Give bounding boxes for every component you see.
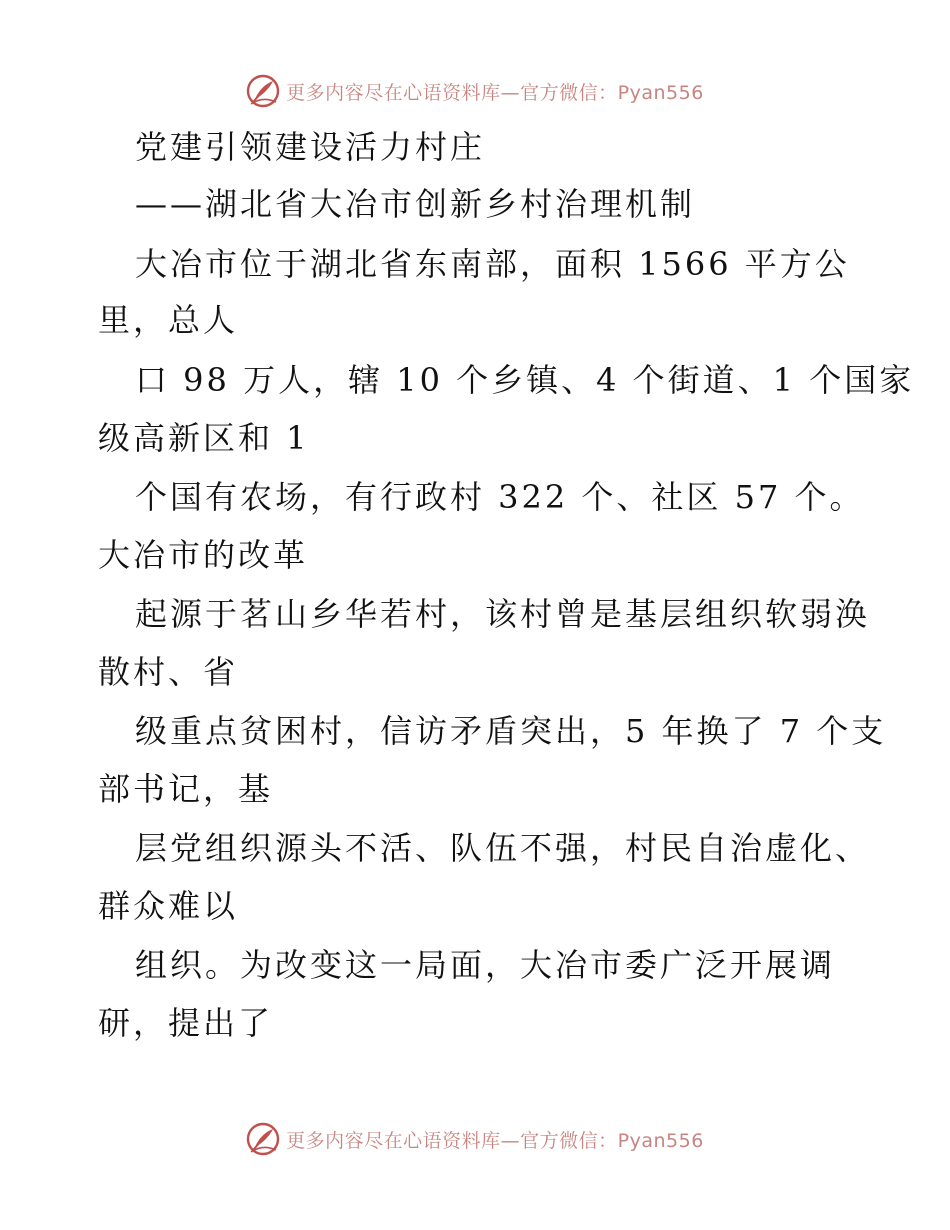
paragraph-line: 级高新区和 1 xyxy=(98,419,310,457)
paragraph-line: 组织。为改变这一局面，大冶市委广泛开展调 xyxy=(135,946,836,984)
paragraph-line: 大冶市的改革 xyxy=(98,536,309,574)
footer-watermark-banner xyxy=(0,1122,950,1156)
header-watermark-banner xyxy=(0,74,950,108)
paragraph-line: 起源于茗山乡华若村，该村曾是基层组织软弱涣 xyxy=(135,595,871,633)
paragraph-line: 层党组织源头不活、队伍不强，村民自治虚化、 xyxy=(135,829,871,867)
document-subtitle: ——湖北省大冶市创新乡村治理机制 xyxy=(135,185,696,223)
paragraph-line: 散村、省 xyxy=(98,653,239,691)
paragraph-line: 里，总人 xyxy=(98,301,239,339)
paragraph-line: 大冶市位于湖北省东南部，面积 1566 平方公 xyxy=(135,245,850,283)
paragraph-line: 口 98 万人，辖 10 个乡镇、4 个街道、1 个国家 xyxy=(135,361,915,399)
feather-pen-logo-icon xyxy=(246,74,280,108)
feather-pen-logo-icon xyxy=(246,1122,280,1156)
paragraph-line: 级重点贫困村，信访矛盾突出，5 年换了 7 个支 xyxy=(135,712,887,750)
document-title: 党建引领建设活力村庄 xyxy=(135,128,486,166)
watermark-text: 更多内容尽在心语资料库—官方微信：Pyan556 xyxy=(286,81,704,104)
paragraph-line: 个国有农场，有行政村 322 个、社区 57 个。 xyxy=(135,478,865,516)
paragraph-line: 群众难以 xyxy=(98,887,239,925)
paragraph-line: 部书记，基 xyxy=(98,770,274,808)
paragraph-line: 研，提出了 xyxy=(98,1004,274,1042)
watermark-text: 更多内容尽在心语资料库—官方微信：Pyan556 xyxy=(286,1129,704,1152)
